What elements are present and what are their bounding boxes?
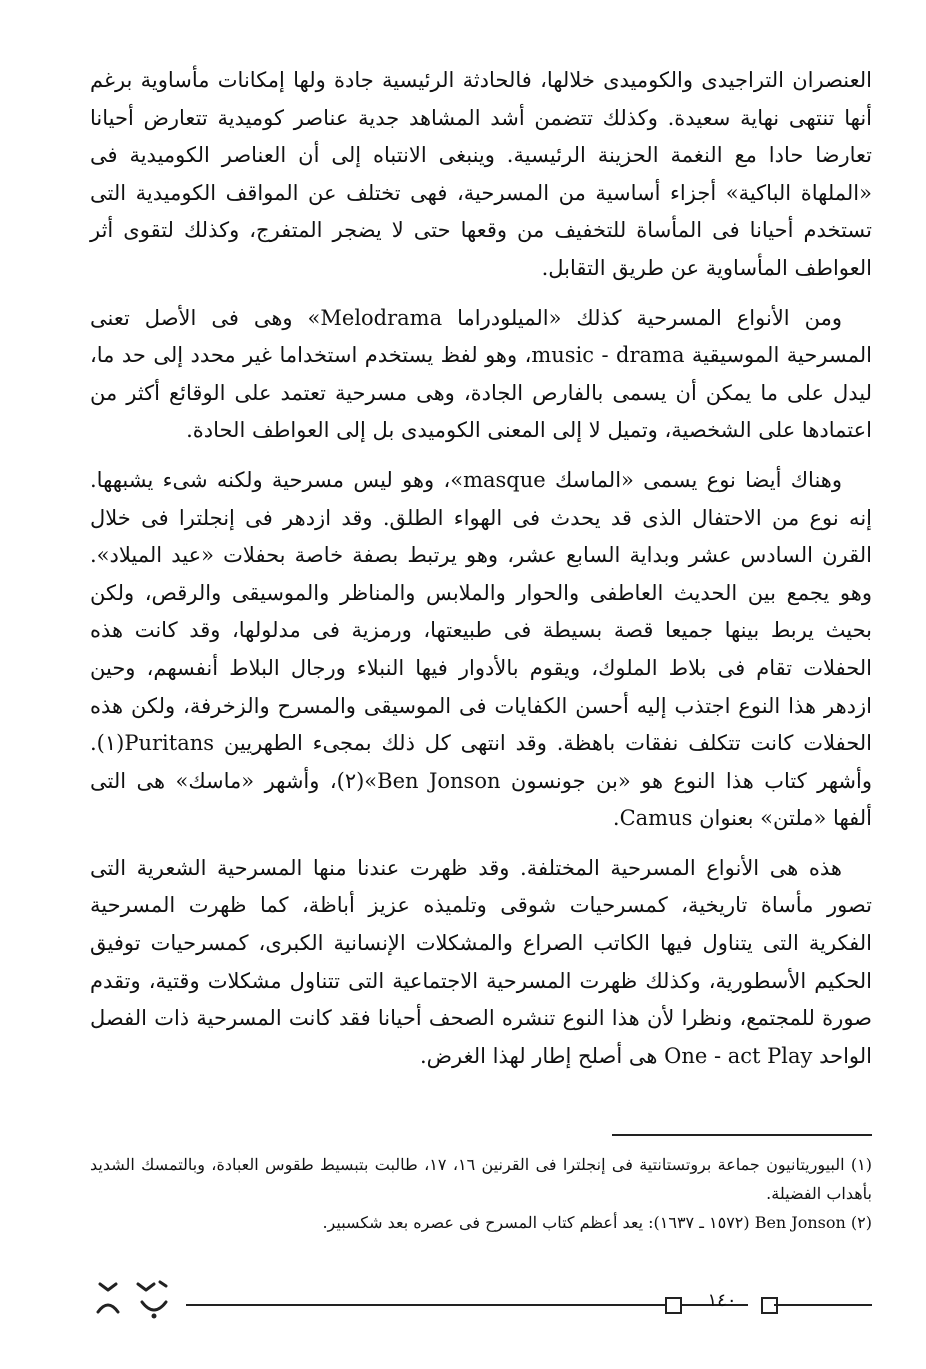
footer-square-left — [665, 1297, 682, 1314]
footnotes — [90, 1150, 872, 1237]
page-number: ١٤٠ — [707, 1290, 737, 1311]
footnote-1: (١) البيوريتانيون جماعة بروتستانتية فى إنجلترا فى القرنين ١٦، ١٧، طالبت بتبسيط طقوس العبادة، وبالتمسك الشديد بأهداب الفضيلة. — [90, 1155, 873, 1203]
page-footer — [90, 1284, 872, 1324]
paragraph-1: العنصران التراجيدى والكوميدى خلالها، فالحادثة الرئيسية جادة ولها إمكانات مأساوية برغم أنها تنتهى نهاية سعيدة. وكذلك تتضمن أشد المشاهد جدية عناصر كوميدية تتعارض أحيانا تعارضا حادا مع النغمة الحزينة الرئيسية. وينبغى الانتباه إلى أن العناصر الكوميدية فى «الملهاة الباكية» أجزاء أساسية من المسرحية، فهى تختلف عن المواقف الكوميدية التى تستخدم أحيانا فى المأساة للتخفيف من وقعها حتى لا يضجر المتفرج، وكذلك لتقوى أثر العواطف المأساوية عن طريق التقابل. — [90, 68, 872, 280]
footnote-2: (٢) Ben Jonson (١٥٧٢ ـ ١٦٣٧): يعد أعظم كتاب المسرح فى عصره بعد شكسبير. — [322, 1213, 872, 1232]
footer-rule-left — [186, 1304, 748, 1306]
footer-rule-right — [774, 1304, 872, 1306]
footnote-separator — [612, 1134, 872, 1136]
decorative-ornament-icon — [94, 1278, 174, 1324]
paragraph-2: ومن الأنواع المسرحية كذلك «الميلودراما Melodrama» وهى فى الأصل تعنى المسرحية الموسيقية music - drama، وهو لفظ يستخدم استخداما غير محدد إلى حد ما، ليدل على ما يمكن أن يسمى بالفارص الجادة، وهى مسرحية تعتمد على الوقائع أكثر من اعتمادها على الشخصية، وتميل لا إلى المعنى الكوميدى بل إلى العواطف الحادة. — [90, 305, 872, 443]
paragraph-4: هذه هى الأنواع المسرحية المختلفة. وقد ظهرت عندنا منها المسرحية الشعرية التى تصور مأساة تاريخية، كمسرحيات شوقى وتلميذه عزيز أباظة، كما ظهرت المسرحية الفكرية التى يتناول فيها الكاتب الصراع والمشكلات الإنسانية الكبرى، كمسرحيات توفيق الحكيم الأسطورية، وكذلك ظهرت المسرحية الاجتماعية التى تتناول مشكلات وقتية، وتقدم صورة للمجتمع، ونظرا لأن هذا النوع تنشره الصحف أحيانا فقد كانت المسرحية ذات الفصل الواحد One - act Play هى أصلح إطار لهذا الغرض. — [90, 855, 872, 1068]
main-text — [90, 62, 872, 1075]
paragraph-3: وهناك أيضا نوع يسمى «الماسك masque»، وهو ليس مسرحية ولكنه شىء يشبهها. إنه نوع من الاحتفال الذى قد يحدث فى الهواء الطلق. وقد ازدهر فى إنجلترا فى خلال القرن السادس عشر وبداية السابع عشر، وهو يرتبط بصفة خاصة بحفلات «عيد الميلاد». وهو يجمع بين الحديث العاطفى والحوار والملابس والمناظر والموسيقى والرقص، ولكن بحيث يربط بينها جميعا قصة بسيطة فى طبيعتها، ورمزية فى مدلولها، وقد كانت هذه الحفلات تقام فى بلاط الملوك، ويقوم بالأدوار فيها النبلاء ورجال البلاط أنفسهم، وحين ازدهر هذا النوع اجتذب إليه أحسن الكفايات فى الموسيقى والمسرح والزخرفة، ولكن هذه الحفلات كانت تتكلف نفقات باهظة. وقد انتهى كل ذلك بمجىء الطهريين Puritans(١). وأشهر كتاب هذا النوع هو «بن جونسون Ben Jonson»(٢)، وأشهر «ماسك» هى التى ألفها «ملتن» بعنوان Camus. — [90, 467, 872, 831]
